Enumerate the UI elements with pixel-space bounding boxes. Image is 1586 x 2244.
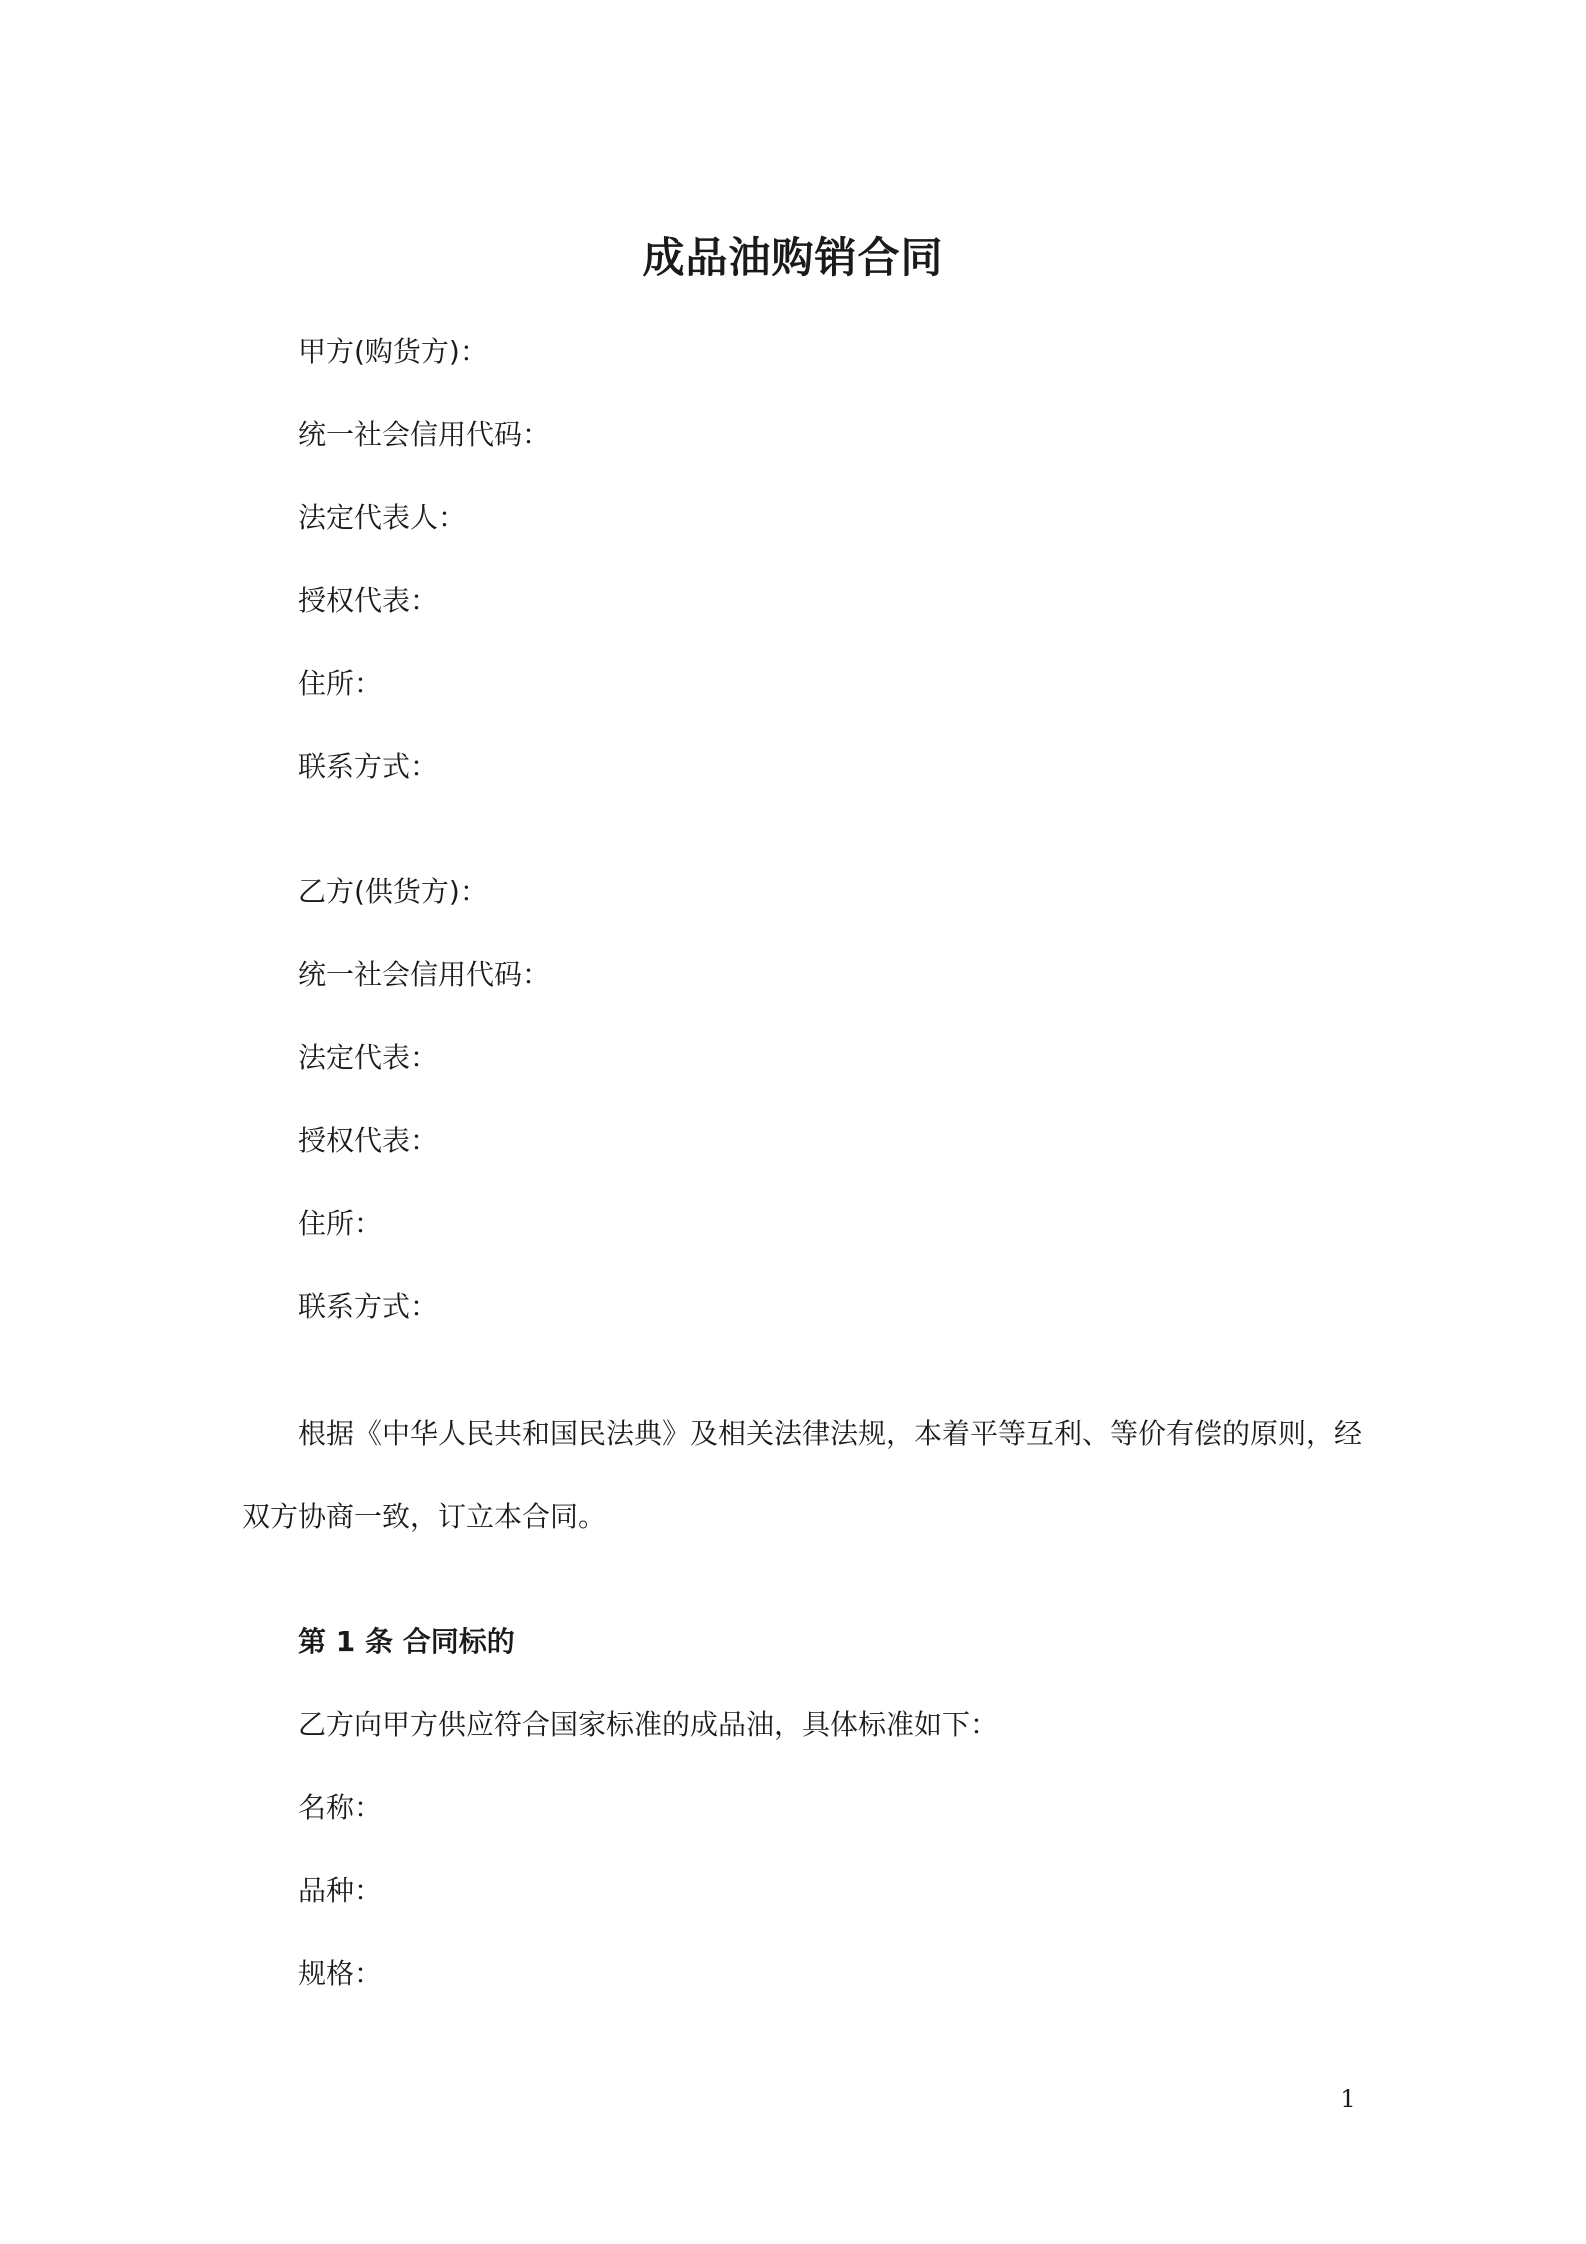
party-b-contact-label: 联系方式： — [298, 1290, 439, 1323]
party-a-credit-code-label: 统一社会信用代码： — [298, 418, 551, 451]
party-b-legal-rep-label: 法定代表： — [298, 1041, 439, 1074]
party-a-authorized-rep-label: 授权代表： — [298, 584, 439, 617]
preamble-line-1: 根据《中华人民共和国民法典》及相关法律法规，本着平等互利、等价有偿的原则，经 — [298, 1417, 1363, 1450]
product-spec-label: 规格： — [298, 1957, 383, 1990]
product-name-label: 名称： — [298, 1791, 383, 1824]
party-a-contact-label: 联系方式： — [298, 750, 439, 783]
party-b-authorized-rep-label: 授权代表： — [298, 1124, 439, 1157]
party-a-legal-rep-label: 法定代表人： — [298, 501, 467, 534]
party-b-credit-code-label: 统一社会信用代码： — [298, 958, 551, 991]
article-1-heading: 第 1 条 合同标的 — [298, 1625, 515, 1658]
party-a-heading: 甲方(购货方)： — [298, 335, 488, 368]
party-b-address-label: 住所： — [298, 1207, 383, 1240]
product-variety-label: 品种： — [298, 1874, 383, 1907]
party-a-address-label: 住所： — [298, 667, 383, 700]
page-number: 1 — [1340, 2085, 1356, 2113]
document-title: 成品油购销合同 — [642, 233, 944, 282]
party-b-heading: 乙方(供货方)： — [298, 875, 488, 908]
article-1-intro: 乙方向甲方供应符合国家标准的成品油，具体标准如下： — [298, 1708, 999, 1741]
preamble-line-2: 双方协商一致，订立本合同。 — [242, 1500, 607, 1533]
